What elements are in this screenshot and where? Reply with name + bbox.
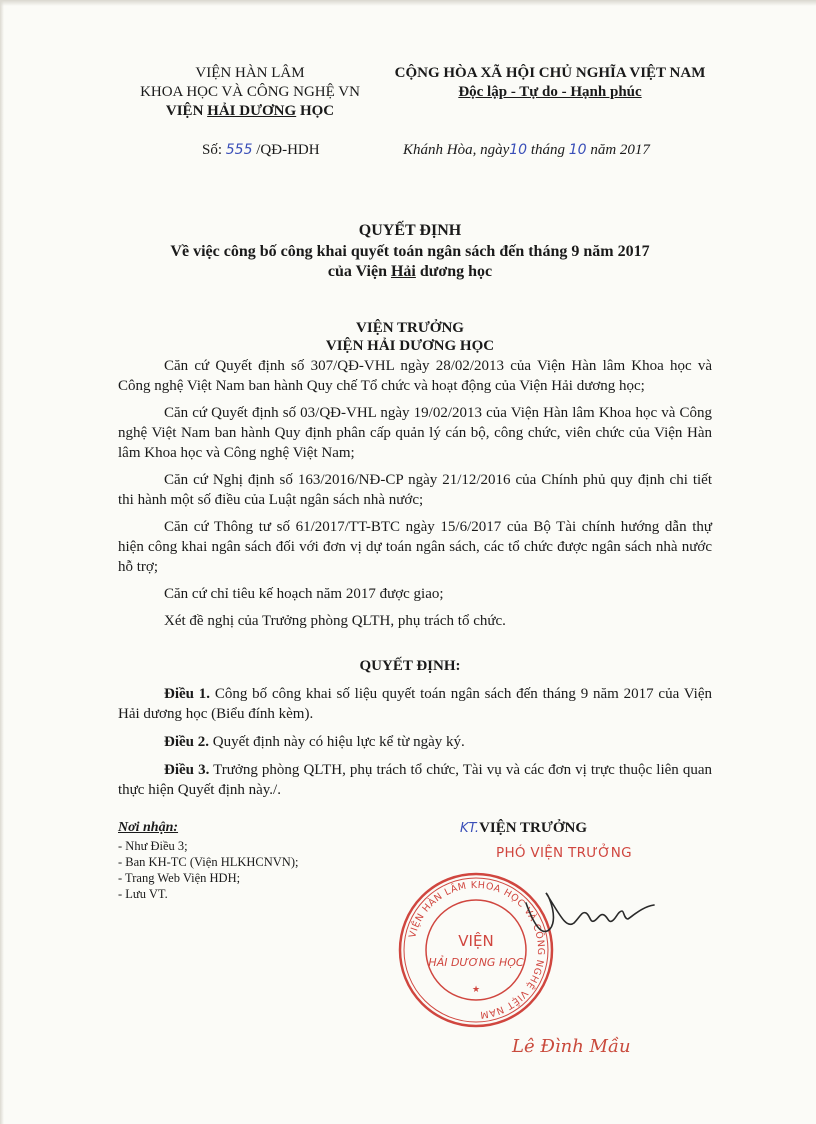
article-text: Quyết định này có hiệu lực kể từ ngày ký. <box>209 734 465 750</box>
recipient-item: - Lưu VT. <box>118 887 168 901</box>
agency-line-3-underlined: HẢI DƯƠNG <box>207 103 297 119</box>
title-line-2: Về việc công bố công khai quyết toán ngân sách đến tháng 9 năm 2017 <box>170 243 650 260</box>
articles <box>118 684 712 808</box>
number-prefix: Số: <box>202 142 226 158</box>
recipients <box>118 820 298 902</box>
signer-name: Lê Đình Mầu <box>512 1036 631 1057</box>
consideration-paragraph: Căn cứ Thông tư số 61/2017/TT-BTC ngày 15/6/2017 của Bộ Tài chính hướng dẫn thự hiện công khai ngân sách đối với đơn vị dự toán ngân sách, các tổ chức được ngân sách nhà nước hỗ trợ; <box>118 519 712 575</box>
title-heading: QUYẾT ĐỊNH <box>358 222 462 239</box>
document-date <box>403 142 650 159</box>
considerations <box>118 356 712 638</box>
consideration-paragraph: Căn cứ Quyết định số 03/QĐ-VHL ngày 19/02/2013 của Viện Hàn lâm Khoa học và Công nghệ Việt Nam ban hành Quy định phân cấp quản lý cán bộ, công chức, viên chức của Viện Hàn lâm Khoa học và Công nghệ Việt Nam; <box>118 405 712 461</box>
agency-line-3-prefix: VIỆN <box>165 103 208 119</box>
recipient-item: - Ban KH-TC (Viện HLKHCNVN); <box>118 855 299 869</box>
agency-line-3-suffix: HỌC <box>296 103 335 119</box>
scan-edge-top <box>0 0 816 6</box>
article-label: Điều 1. <box>164 686 211 702</box>
seal-inner-line-2: HẢI DƯƠNG HỌC <box>428 956 524 969</box>
title-line-3 <box>100 262 720 282</box>
agency-line-1: VIỆN HÀN LÂM <box>195 65 305 81</box>
authority-line-1: VIỆN TRƯỞNG <box>356 320 464 336</box>
decision-title <box>100 221 720 282</box>
decision-heading: QUYẾT ĐỊNH: <box>359 658 461 674</box>
handwritten-signature <box>520 885 660 945</box>
consideration-paragraph: Căn cứ Nghị định số 163/2016/NĐ-CP ngày 21/12/2016 của Chính phủ quy định chi tiết thi hành một số điều của Luật ngân sách nhà nước; <box>118 472 712 508</box>
agency-line-3 <box>130 102 370 121</box>
consideration-paragraph: Căn cứ Quyết định số 307/QĐ-VHL ngày 28/02/2013 của Viện Hàn lâm Khoa học và Công nghệ Việt Nam ban hành Quy chế Tổ chức và hoạt động của Viện Hải dương học; <box>118 358 712 394</box>
number-handwritten: 555 <box>225 142 253 158</box>
national-header <box>380 64 720 102</box>
signer-position: VIỆN TRƯỞNG <box>479 820 587 836</box>
article-text: Trưởng phòng QLTH, phụ trách tổ chức, Tài vụ và các đơn vị trực thuộc liên quan thực hiện Quyết định này./. <box>118 762 713 798</box>
authority-block <box>100 319 720 355</box>
national-motto: Độc lập - Tự do - Hạnh phúc <box>458 84 642 100</box>
title-line-3-suffix: dương học <box>415 263 493 280</box>
article-text: Công bố công khai số liệu quyết toán ngân sách đến tháng 9 năm 2017 của Viện Hải dương học (Biểu đính kèm). <box>118 686 713 722</box>
recipient-item: - Trang Web Viện HDH; <box>118 871 241 885</box>
article-1 <box>118 684 712 724</box>
article-label: Điều 3. <box>164 762 210 778</box>
article-3 <box>118 760 712 800</box>
article-label: Điều 2. <box>164 734 209 750</box>
consideration-paragraph: Căn cứ chỉ tiêu kế hoạch năm 2017 được giao; <box>164 586 444 602</box>
date-month-label: tháng <box>527 142 569 158</box>
kt-handwritten: KT. <box>460 821 480 836</box>
number-suffix: /QĐ-HDH <box>252 142 320 158</box>
article-2 <box>118 732 712 752</box>
date-year: năm 2017 <box>586 142 650 158</box>
scan-edge-left <box>0 0 4 1124</box>
title-line-3-underlined: Hải <box>390 263 416 280</box>
recipients-label: Nơi nhận: <box>118 820 179 835</box>
title-line-3-prefix: của Viện <box>327 263 391 280</box>
seal-star: ★ <box>471 984 481 994</box>
document-number <box>202 142 320 159</box>
date-month: 10 <box>568 142 587 158</box>
recipient-item: - Như Điều 3; <box>118 839 188 853</box>
signer-subtitle-stamp: PHÓ VIỆN TRƯỞNG <box>496 845 632 861</box>
seal-outer-text: VIỆN HÀN LÂM KHOA HỌC VÀ CÔNG NGHỆ VIỆT NAM <box>407 879 547 1021</box>
national-title: CỘNG HÒA XÃ HỘI CHỦ NGHĨA VIỆT NAM <box>394 65 706 81</box>
agency-line-2: KHOA HỌC VÀ CÔNG NGHỆ VN <box>140 84 360 100</box>
seal-inner-line-1: VIỆN <box>458 932 494 950</box>
consideration-paragraph: Xét đề nghị của Trưởng phòng QLTH, phụ trách tổ chức. <box>164 613 506 629</box>
signer-title <box>460 820 670 837</box>
issuing-agency <box>130 64 370 121</box>
date-day: 10 <box>509 142 528 158</box>
date-place: Khánh Hòa, ngày <box>403 142 510 158</box>
authority-line-2: VIỆN HẢI DƯƠNG HỌC <box>325 338 495 354</box>
